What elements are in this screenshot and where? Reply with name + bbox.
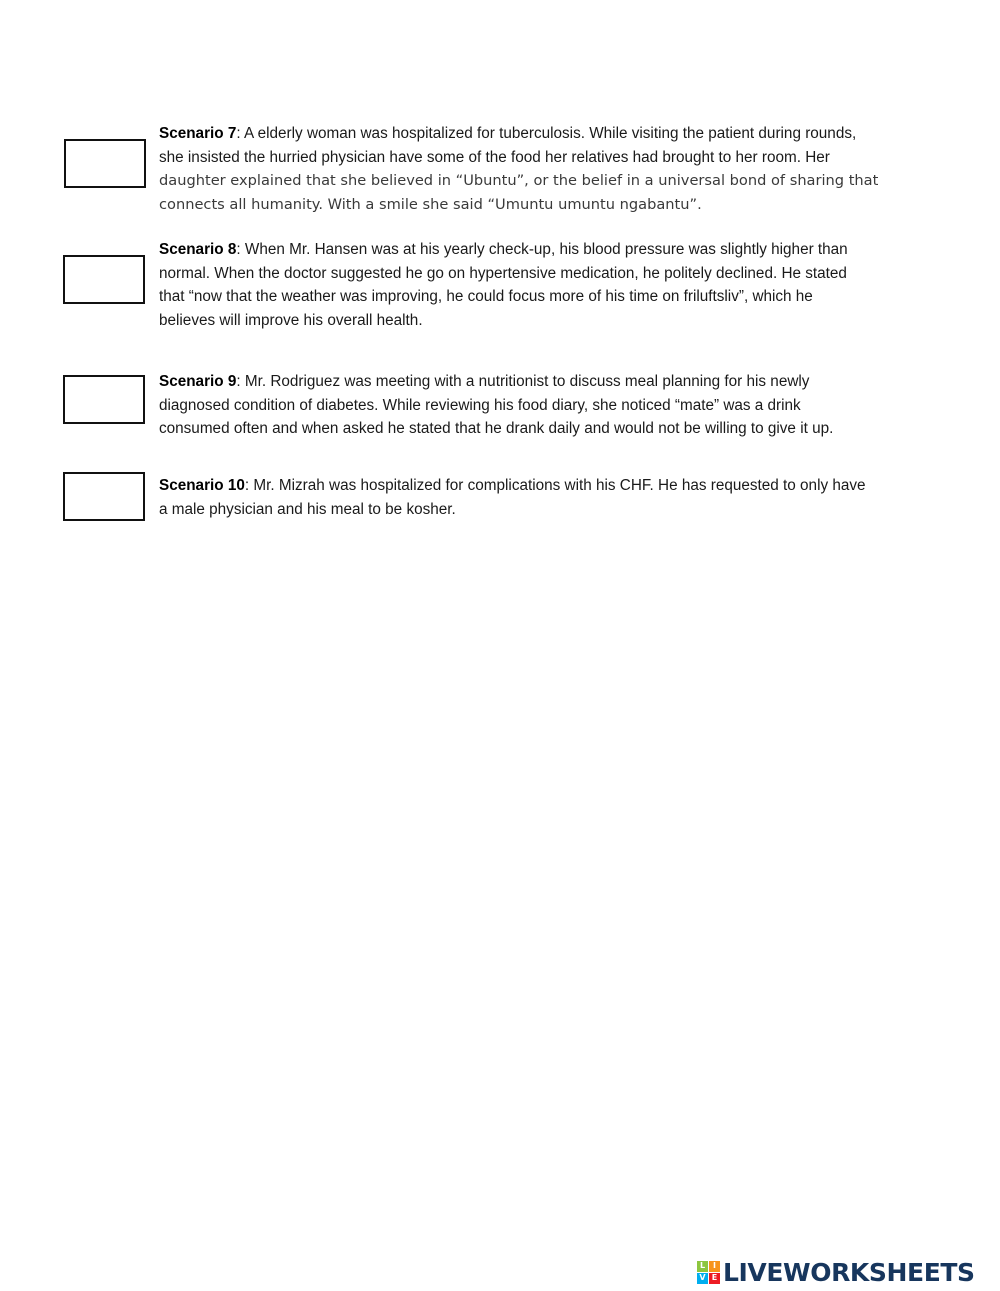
liveworksheets-logo [697, 1258, 975, 1286]
scenario-10-line-1: : Mr. Mizrah was hospitalized for complications with his CHF. He has requested to only have [244, 477, 866, 494]
logo-letter-i: I [709, 1261, 720, 1272]
scenario-9-line-1: : Mr. Rodriguez was meeting with a nutritionist to discuss meal planning for his newly [236, 373, 810, 390]
scenario-7-line-1: : A elderly woman was hospitalized for tuberculosis. While visiting the patient during rounds, [236, 125, 857, 142]
logo-letter-l: L [697, 1261, 708, 1272]
scenario-7-line-2: she insisted the hurried physician have some of the food her relatives had brought to her room. Her [159, 148, 830, 166]
answer-box-scenario-7[interactable] [64, 139, 146, 188]
answer-box-scenario-10[interactable] [63, 472, 145, 521]
scenario-9-line-3: consumed often and when asked he stated that he drank daily and would not be willing to give it up. [159, 420, 834, 437]
scenario-8-line-3: that “now that the weather was improving, he could focus more of his time on friluftsliv”, which he [159, 288, 813, 305]
logo-letter-v: V [697, 1273, 708, 1284]
scenario-8-label: Scenario 8 [159, 241, 237, 258]
scenario-10-line-2: a male physician and his meal to be kosher. [159, 500, 456, 518]
scenario-9-text [159, 370, 929, 441]
scenario-7-line-4: connects all humanity. With a smile she said “Umuntu umuntu ngabantu”. [159, 195, 702, 213]
scenario-7-label: Scenario 7 [159, 125, 237, 142]
scenario-8-line-1: : When Mr. Hansen was at his yearly check-up, his blood pressure was slightly higher than [236, 241, 848, 258]
logo-letter-e: E [709, 1273, 720, 1284]
scenario-9-label: Scenario 9 [159, 373, 237, 390]
scenario-10-text [159, 474, 929, 521]
scenario-8-text [159, 238, 929, 332]
scenario-8-line-2: normal. When the doctor suggested he go on hypertensive medication, he politely declined. He stated [159, 264, 847, 282]
logo-icon [697, 1261, 720, 1284]
scenario-7-line-3: daughter explained that she believed in “Ubuntu”, or the belief in a universal bond of sharing that [159, 172, 879, 189]
answer-box-scenario-8[interactable] [63, 255, 145, 304]
logo-text: LIVEWORKSHEETS [723, 1257, 975, 1287]
scenario-7-text [159, 122, 929, 216]
answer-box-scenario-9[interactable] [63, 375, 145, 424]
scenario-10-label: Scenario 10 [159, 477, 245, 494]
scenario-9-line-2: diagnosed condition of diabetes. While reviewing his food diary, she noticed “mate” was a drink [159, 396, 801, 414]
scenario-8-line-4: believes will improve his overall health. [159, 311, 423, 329]
